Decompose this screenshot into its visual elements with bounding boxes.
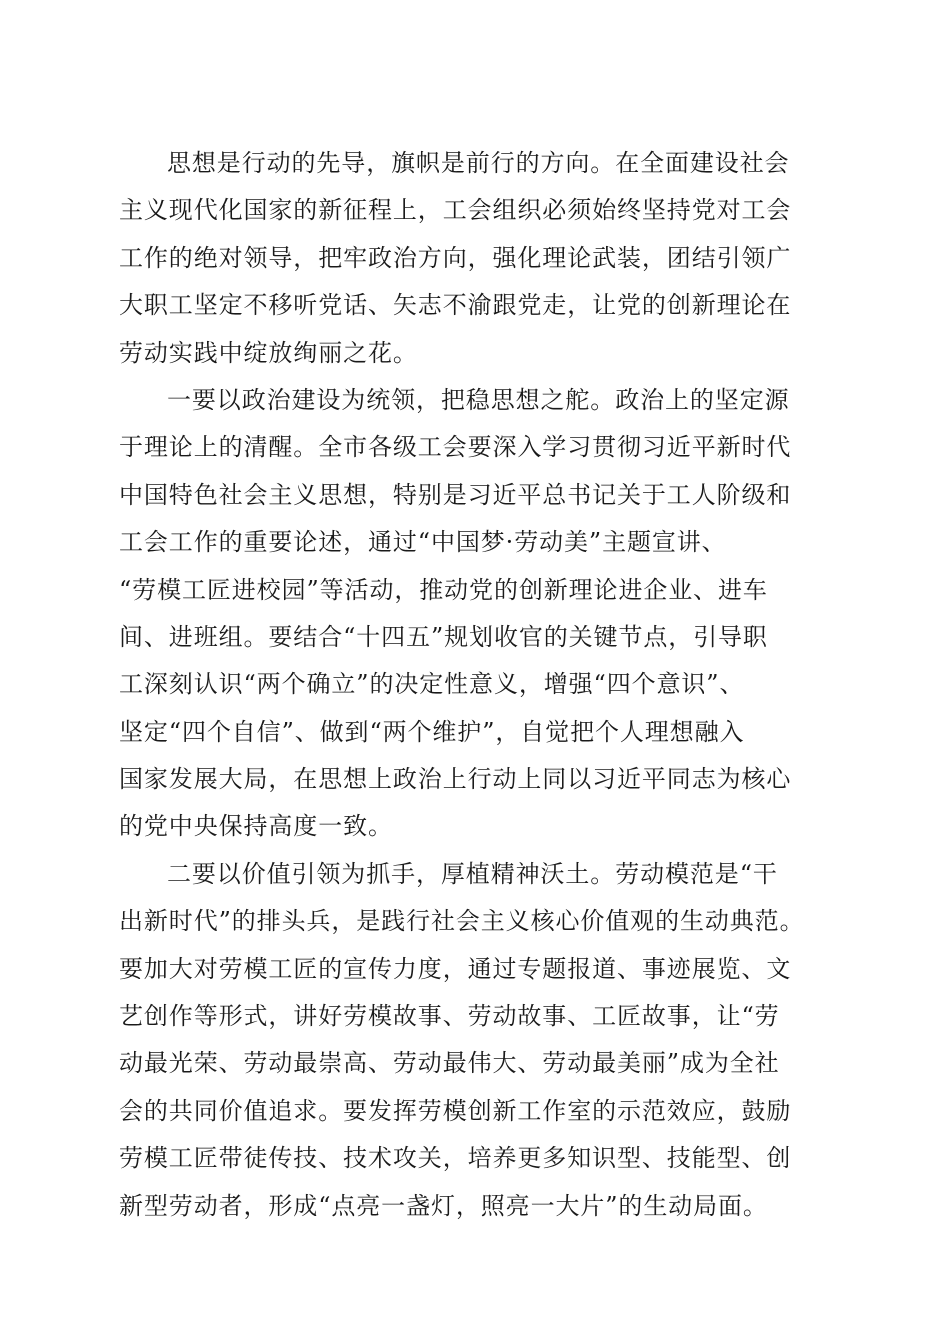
text-line: 动最光荣、劳动最崇高、劳动最伟大、劳动最美丽”成为全社	[119, 1049, 780, 1078]
text-line: 工会工作的重要论述，通过“中国梦·劳动美”主题宣讲、	[119, 528, 727, 557]
text-line: 新型劳动者，形成“点亮一盏灯，照亮一大片”的生动局面。	[119, 1191, 768, 1220]
text-line: 的党中央保持高度一致。	[119, 812, 393, 841]
text-line: 坚定“四个自信”、做到“两个维护”，自觉把个人理想融入	[119, 717, 745, 746]
text-line: 思想是行动的先导，旗帜是前行的方向。在全面建设社会	[167, 149, 790, 177]
text-line: 工作的绝对领导，把牢政治方向，强化理论武装，团结引领广	[119, 243, 792, 272]
text-line: 要加大对劳模工匠的宣传力度，通过专题报道、事迹展览、文	[119, 954, 792, 983]
text-line: 于理论上的清醒。全市各级工会要深入学习贯彻习近平新时代	[119, 433, 792, 462]
text-line: 中国特色社会主义思想，特别是习近平总书记关于工人阶级和	[119, 480, 792, 509]
paragraph-value-guidance	[119, 851, 835, 1230]
paragraph-intro	[119, 140, 835, 377]
text-line: 大职工坚定不移听党话、矢志不渝跟党走，让党的创新理论在	[119, 291, 792, 320]
text-line: 一要以政治建设为统领，把稳思想之舵。政治上的坚定源	[167, 385, 790, 414]
document-body	[119, 140, 835, 1230]
text-line: 出新时代”的排头兵，是践行社会主义核心价值观的生动典范。	[119, 907, 805, 936]
text-line: 工深刻认识“两个确立”的决定性意义，增强“四个意识”、	[119, 670, 745, 699]
text-line: 主义现代化国家的新征程上，工会组织必须始终坚持党对工会	[119, 196, 792, 225]
text-line: 劳动实践中绽放绚丽之花。	[119, 338, 418, 367]
text-line: 二要以价值引领为抓手，厚植精神沃土。劳动模范是“干	[167, 859, 778, 888]
text-line: “劳模工匠进校园”等活动，推动党的创新理论进企业、进车	[119, 575, 768, 604]
text-line: 艺创作等形式，讲好劳模故事、劳动故事、工匠故事，让“劳	[119, 1002, 780, 1031]
text-line: 会的共同价值追求。要发挥劳模创新工作室的示范效应，鼓励	[119, 1096, 792, 1125]
text-line: 国家发展大局，在思想上政治上行动上同以习近平同志为核心	[119, 765, 792, 794]
paragraph-political-building	[119, 377, 835, 851]
text-line: 劳模工匠带徒传技、技术攻关，培养更多知识型、技能型、创	[119, 1144, 792, 1173]
text-line: 间、进班组。要结合“十四五”规划收官的关键节点，引导职	[119, 622, 768, 651]
